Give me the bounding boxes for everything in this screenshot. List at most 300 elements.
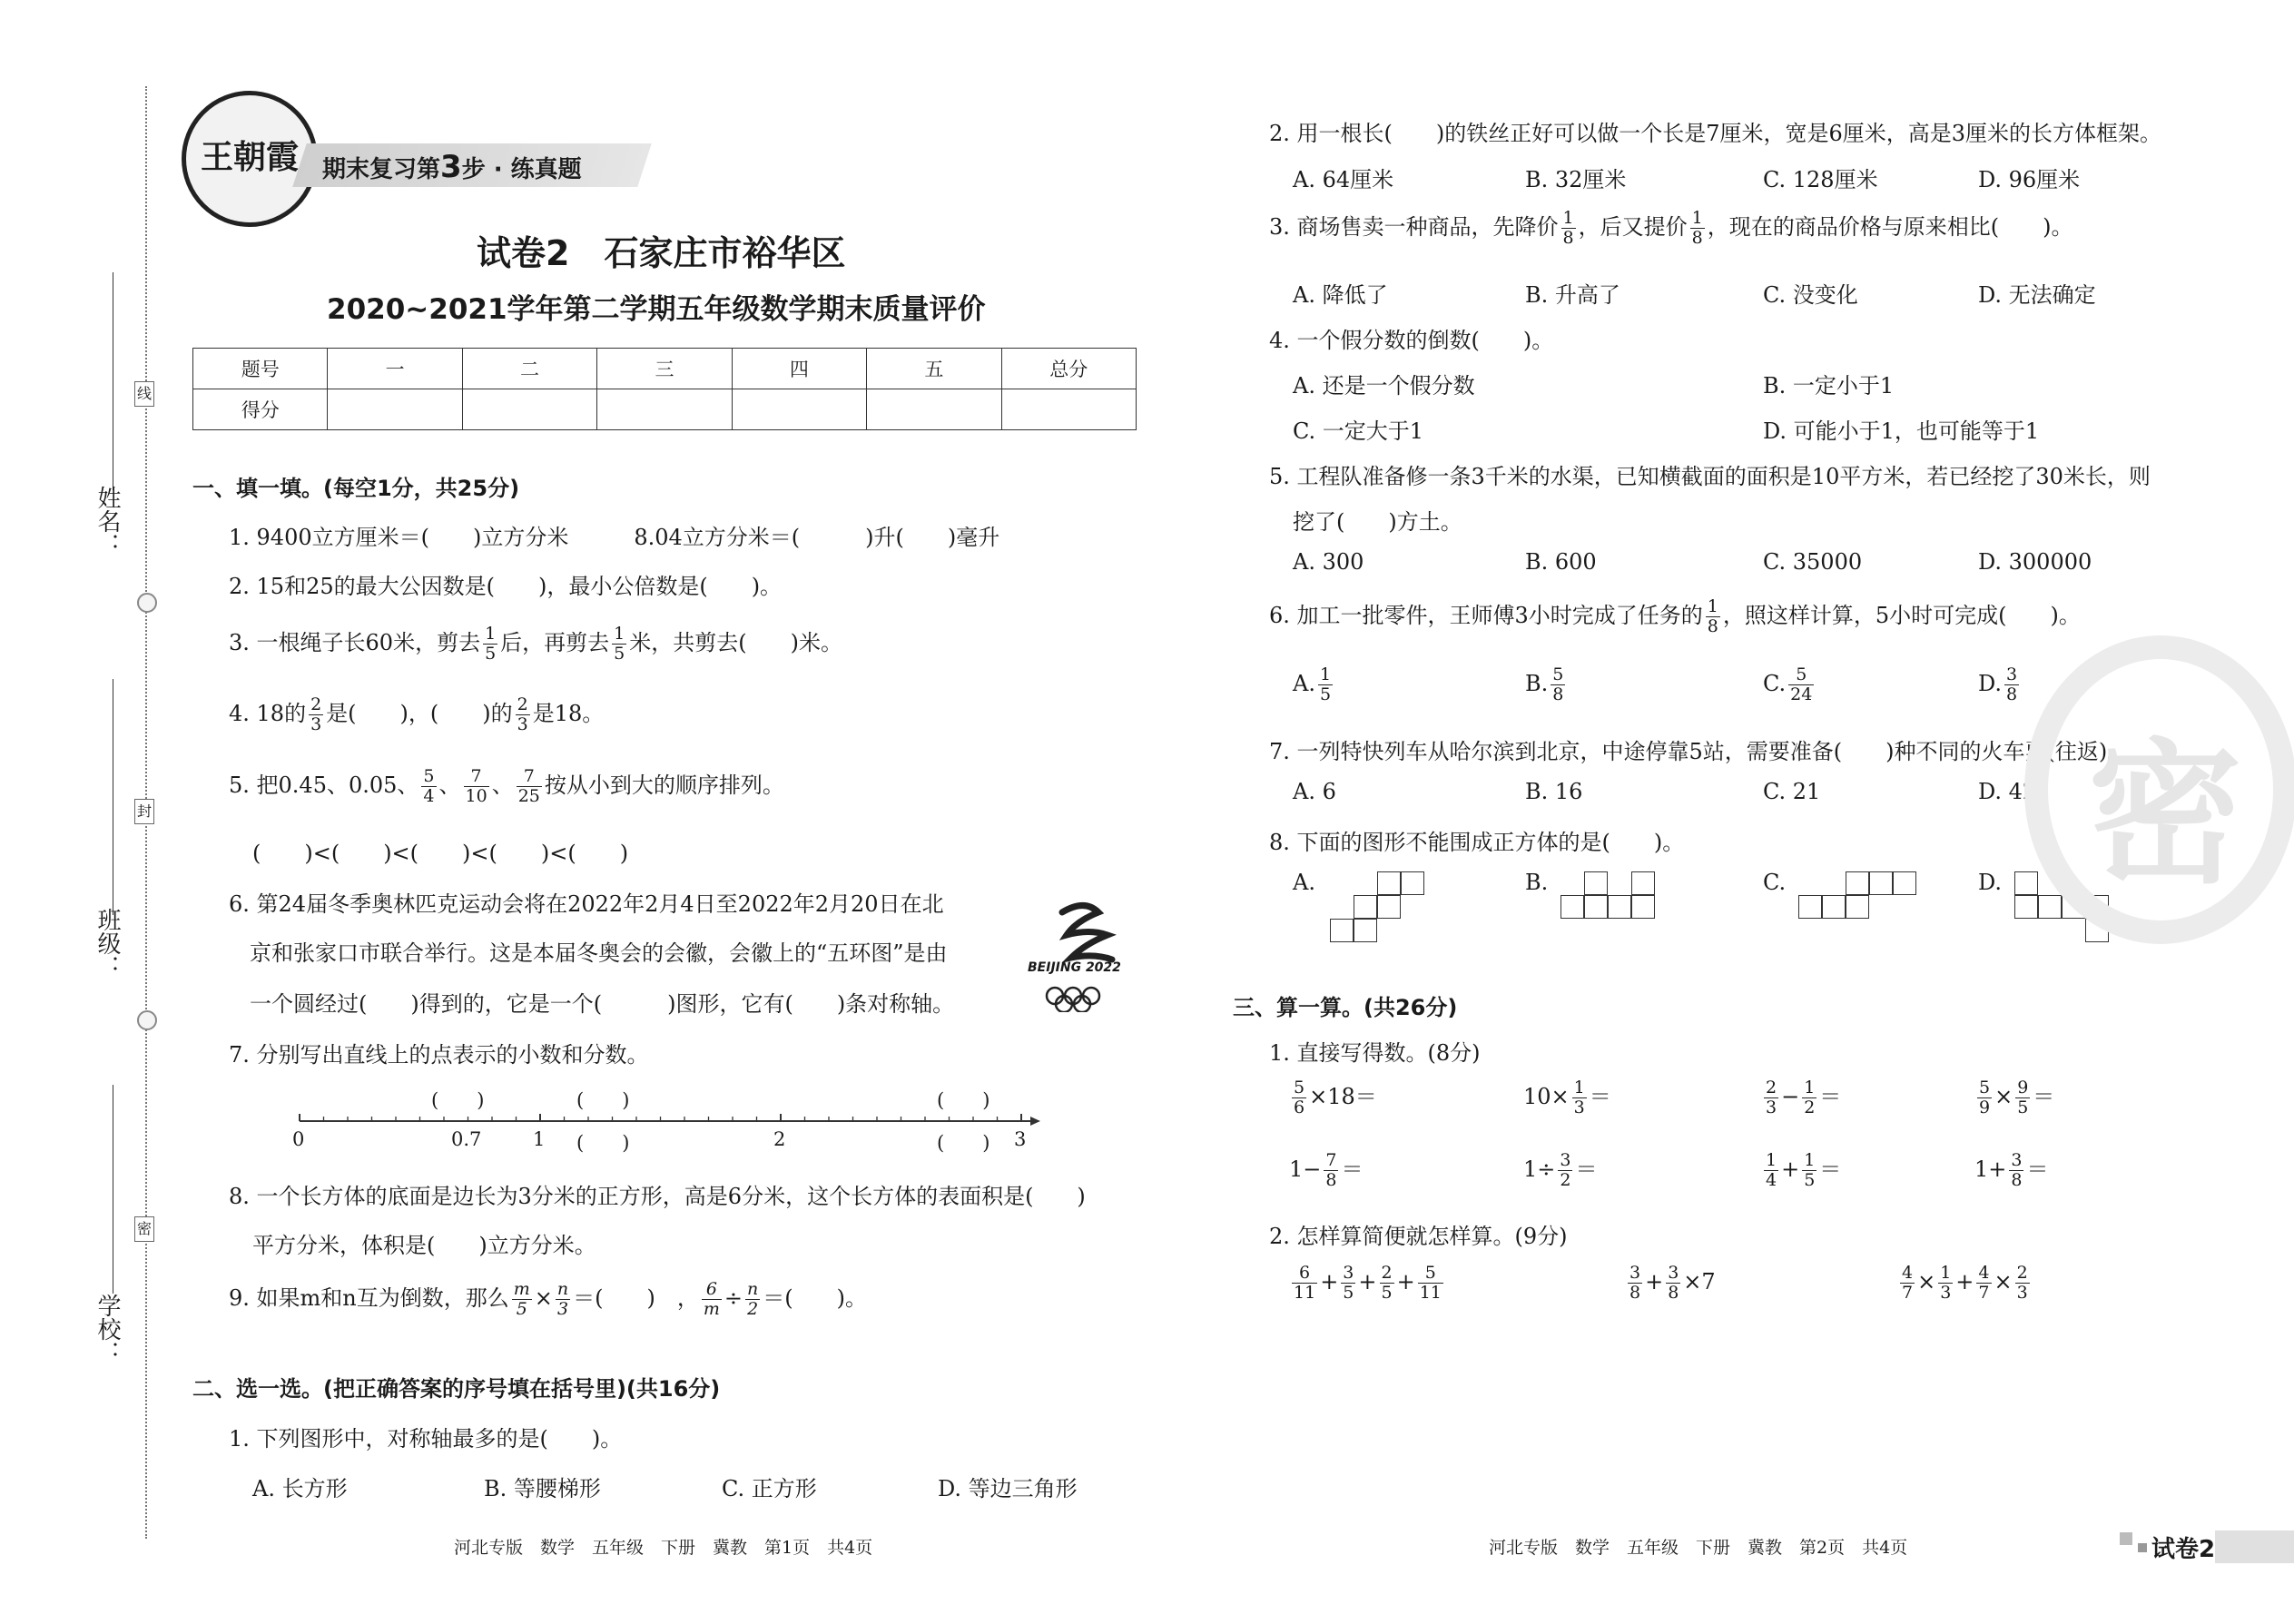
op: × — [1551, 1084, 1570, 1109]
q-text: 、 — [491, 773, 514, 798]
fraction — [1551, 665, 1565, 704]
fraction — [1292, 1264, 1317, 1303]
denominator: 8 — [1552, 684, 1564, 704]
calc-3 — [1761, 1078, 1841, 1117]
table-cell: 总分 — [1001, 349, 1136, 389]
q-text: 4. 18的 — [229, 701, 307, 726]
op: ＝ — [1341, 1156, 1364, 1182]
op: ÷ — [1537, 1156, 1556, 1182]
net-square — [1561, 895, 1584, 919]
op: × — [1994, 1084, 2013, 1109]
s2-q4-opt-c[interactable]: C. 一定大于1 — [1293, 418, 1424, 444]
int: 1 — [1523, 1156, 1538, 1182]
denominator: 7 — [1902, 1283, 1914, 1303]
net-square — [1377, 895, 1401, 919]
table-cell: 一 — [328, 349, 462, 389]
s2-q7-opt-c[interactable]: C. 21 — [1763, 779, 1821, 804]
op: ＝ — [1589, 1084, 1611, 1109]
net-square — [1893, 871, 1916, 895]
denominator: 4 — [423, 786, 435, 806]
score-cell[interactable] — [328, 389, 462, 430]
score-cell[interactable] — [462, 389, 596, 430]
int: 18 — [1327, 1084, 1355, 1109]
numerator: 1 — [1562, 208, 1574, 228]
calc-4 — [1974, 1078, 2054, 1117]
net-square — [1798, 895, 1822, 919]
op: × — [1994, 1269, 2013, 1294]
footer-left: 河北专版 数学 五年级 下册 冀教 第1页 共4页 — [454, 1538, 873, 1558]
q-text: ，后又提价 — [1578, 214, 1688, 240]
denominator: 5 — [2017, 1097, 2029, 1117]
fraction — [1802, 1078, 1816, 1117]
int: 1 — [1289, 1156, 1304, 1182]
q-text: ÷ — [724, 1285, 743, 1311]
op: − — [1781, 1084, 1800, 1109]
opt-letter: D. — [1978, 671, 2003, 696]
denominator: 8 — [1668, 1283, 1679, 1303]
denominator: 8 — [1629, 1283, 1641, 1303]
s2-q6-opt-b[interactable] — [1525, 665, 1568, 704]
opt-letter: A. — [1293, 671, 1315, 696]
op: ＝ — [1354, 1084, 1377, 1109]
net-square — [1846, 871, 1869, 895]
q-text: 3. 一根绳子长60米，剪去 — [229, 630, 481, 655]
op: + — [1781, 1156, 1800, 1182]
s2-q6 — [1269, 597, 2081, 636]
s2-q1-opt-d[interactable]: D. 等边三角形 — [938, 1476, 1078, 1501]
s2-q8-opt-d[interactable]: D. — [1978, 870, 2003, 895]
fraction — [1976, 1264, 1991, 1303]
denominator: 3 — [1573, 1097, 1585, 1117]
numerator: 7 — [517, 767, 542, 787]
s2-q6-opt-d[interactable] — [1978, 665, 2022, 704]
op: − — [1303, 1156, 1322, 1182]
score-table-header-row — [193, 349, 1137, 389]
denominator: 24 — [1790, 684, 1813, 704]
s2-q3-opt-a[interactable]: A. 降低了 — [1293, 282, 1388, 308]
s2-q7-opt-d[interactable]: D. 42 — [1978, 779, 2037, 804]
fraction — [1380, 1264, 1394, 1303]
s2-q2-opt-c[interactable]: C. 128厘米 — [1763, 167, 1878, 192]
denominator: 7 — [1978, 1283, 1990, 1303]
denominator: 3 — [517, 714, 528, 734]
number-line-arrow — [1030, 1117, 1040, 1126]
denominator: 10 — [465, 786, 487, 806]
op: + — [1988, 1156, 2007, 1182]
numerator: 1 — [1691, 208, 1703, 228]
numerator: 3 — [1668, 1263, 1679, 1283]
s2-q5-opt-c[interactable]: C. 35000 — [1763, 549, 1863, 575]
s2-q1: 1. 下列图形中，对称轴最多的是( )。 — [229, 1426, 623, 1452]
net-square — [1846, 895, 1869, 919]
s2-q6-opt-a[interactable] — [1293, 665, 1335, 704]
s2-q3-opt-d[interactable]: D. 无法确定 — [1978, 282, 2096, 308]
fraction — [517, 767, 542, 806]
op: × — [1917, 1269, 1936, 1294]
op: + — [1645, 1269, 1664, 1294]
net-square — [2014, 895, 2038, 919]
fraction — [1572, 1078, 1587, 1117]
tick-label-2: 2 — [773, 1128, 786, 1150]
emblem-text: BEIJING 2022 — [1028, 960, 1121, 975]
fraction — [1628, 1264, 1642, 1303]
q-text: 3. 商场售卖一种商品，先降价 — [1269, 214, 1559, 240]
fraction — [702, 1280, 722, 1319]
denominator: 9 — [1979, 1097, 1991, 1117]
s2-q5-opt-d[interactable]: D. 300000 — [1978, 549, 2092, 575]
exam-title: 试卷2 石家庄市裕华区 — [477, 233, 846, 273]
s2-q7-opt-a[interactable]: A. 6 — [1293, 779, 1336, 804]
denominator: 5 — [614, 644, 625, 664]
numerator: 9 — [2017, 1078, 2029, 1097]
score-cell[interactable] — [732, 389, 866, 430]
op: ＝ — [2026, 1156, 2049, 1182]
numerator: 1 — [1940, 1263, 1952, 1283]
s3-q2: 2. 怎样算简便就怎样算。(9分) — [1269, 1224, 1568, 1249]
fraction — [464, 767, 489, 806]
op: + — [1955, 1269, 1974, 1294]
numerator: 4 — [1978, 1263, 1990, 1283]
s2-q7-opt-b[interactable]: B. 16 — [1525, 779, 1583, 804]
score-cell[interactable] — [597, 389, 732, 430]
numerator: 1 — [1766, 1150, 1777, 1170]
binder-ring — [137, 1010, 157, 1030]
s1-q6-line3: 一个圆经过( )得到的，它是一个( )图形，它有( )条对称轴。 — [250, 991, 955, 1017]
s2-q3-opt-c[interactable]: C. 没变化 — [1763, 282, 1858, 308]
numerator: 2 — [1766, 1078, 1777, 1097]
s2-q2: 2. 用一根长( )的铁丝正好可以做一个长是7厘米，宽是6厘米，高是3厘米的长方体框架。 — [1269, 121, 2162, 146]
denominator: 2 — [1804, 1097, 1816, 1117]
footer-right: 河北专版 数学 五年级 下册 冀教 第2页 共4页 — [1489, 1538, 1908, 1558]
numerator: 2 — [2016, 1263, 2028, 1283]
denominator: 3 — [556, 1299, 569, 1319]
calc-7 — [1761, 1151, 1841, 1190]
numerator: 3 — [1560, 1150, 1571, 1170]
footer-deco — [2120, 1532, 2132, 1545]
q-text: 9. 如果m和n互为倒数，那么 — [229, 1285, 509, 1311]
denominator: 5 — [1804, 1170, 1816, 1190]
fraction — [1418, 1264, 1443, 1303]
fraction — [2009, 1151, 2023, 1190]
table-cell: 三 — [597, 349, 732, 389]
banner-prefix: 期末复习第 — [322, 156, 441, 183]
logo-text: 王朝霞 — [200, 138, 299, 176]
net-square — [1354, 895, 1377, 919]
s2-q4-opt-d[interactable]: D. 可能小于1，也可能等于1 — [1763, 418, 2040, 444]
net-square — [1401, 871, 1424, 895]
net-square — [1584, 871, 1608, 895]
number-line — [290, 1080, 1044, 1153]
fraction — [309, 695, 323, 734]
s1-q9 — [229, 1280, 867, 1319]
s2-q3 — [1269, 209, 2072, 248]
fraction — [612, 625, 626, 664]
denominator: 8 — [1562, 228, 1574, 248]
int: 1 — [1974, 1156, 1989, 1182]
fraction — [1318, 665, 1333, 704]
banner-step: 3 — [440, 149, 462, 185]
denominator: 11 — [1294, 1283, 1316, 1303]
s3-q1: 1. 直接写得数。(8分) — [1269, 1040, 1481, 1066]
s1-q8-line1: 8. 一个长方体的底面是边长为3分米的正方形，高是6分米，这个长方体的表面积是( ) — [229, 1184, 1086, 1209]
calc-5 — [1289, 1151, 1363, 1190]
class-label: 班级： — [94, 908, 121, 979]
q-text: 按从小到大的顺序排列。 — [544, 773, 784, 798]
denominator: 3 — [2016, 1283, 2028, 1303]
seal-mark-feng: 封 — [134, 799, 154, 824]
q-text: ，照这样计算，5小时可完成( )。 — [1722, 603, 2081, 628]
s2-q2-opt-d[interactable]: D. 96厘米 — [1978, 167, 2081, 192]
denominator: 8 — [1707, 616, 1718, 636]
footer-deco — [2138, 1543, 2147, 1552]
denominator: 5 — [1381, 1283, 1393, 1303]
s1-q1: 1. 9400立方厘米＝( )立方分米 8.04立方分米＝( )升( )毫升 — [229, 525, 1000, 550]
section2-title: 二、选一选。(把正确答案的序号填在括号里)(共16分) — [192, 1376, 721, 1402]
denominator: 8 — [2006, 684, 2018, 704]
denominator: m — [703, 1299, 720, 1319]
denominator: 4 — [1766, 1170, 1777, 1190]
numerator: 1 — [614, 624, 625, 644]
net-square — [1608, 895, 1631, 919]
calc-11 — [1897, 1264, 2033, 1303]
numerator: m — [513, 1279, 530, 1299]
fraction — [1690, 209, 1705, 248]
op: + — [1320, 1269, 1339, 1294]
q-text: ＝( ) ， — [573, 1285, 699, 1311]
s2-q8-opt-b[interactable]: B. — [1525, 870, 1549, 895]
op: × — [1683, 1269, 1702, 1294]
score-table-score-row — [193, 389, 1137, 430]
q-text: 、 — [438, 773, 461, 798]
score-cell[interactable] — [1001, 389, 1136, 430]
table-cell: 四 — [732, 349, 866, 389]
fraction — [1558, 1151, 1572, 1190]
fraction — [1764, 1078, 1778, 1117]
tick-label-0-7: 0.7 — [451, 1128, 482, 1150]
name-label: 姓名： — [94, 486, 121, 556]
nl-blank: ( ) — [937, 1089, 990, 1111]
q-text: ＝( )。 — [763, 1285, 867, 1311]
fraction — [1292, 1078, 1306, 1117]
fraction — [516, 695, 530, 734]
numerator: 7 — [1325, 1150, 1337, 1170]
s2-q8-opt-a[interactable]: A. — [1293, 870, 1315, 895]
fraction — [1764, 1151, 1778, 1190]
net-square — [1822, 895, 1846, 919]
s2-q2-opt-a[interactable]: A. 64厘米 — [1293, 167, 1394, 192]
numerator: 5 — [1418, 1264, 1443, 1284]
numerator: 2 — [1381, 1263, 1393, 1283]
s2-q8: 8. 下面的图形不能围成正方体的是( )。 — [1269, 830, 1685, 855]
numerator: 3 — [1629, 1263, 1641, 1283]
op: ＝ — [1819, 1156, 1842, 1182]
fraction — [1788, 665, 1814, 704]
brand-logo — [182, 91, 318, 227]
nl-blank: ( ) — [576, 1132, 630, 1154]
table-cell: 题号 — [193, 349, 328, 389]
denominator: 5 — [1319, 684, 1332, 704]
table-cell: 五 — [867, 349, 1001, 389]
fraction — [421, 767, 436, 806]
numerator: 3 — [1343, 1263, 1354, 1283]
s2-q1-opt-b[interactable]: B. 等腰梯形 — [484, 1476, 601, 1501]
net-square — [1869, 871, 1893, 895]
footer-badge-bg — [2215, 1530, 2294, 1563]
q-text: 是18。 — [532, 701, 605, 726]
score-table — [192, 348, 1137, 430]
nl-blank: ( ) — [937, 1132, 990, 1154]
watermark-text: 密 — [2088, 725, 2243, 905]
fraction — [745, 1280, 760, 1319]
op: ＝ — [1575, 1156, 1598, 1182]
numerator: 1 — [1573, 1078, 1585, 1097]
numerator: 7 — [464, 767, 489, 787]
op: + — [1358, 1269, 1377, 1294]
denominator: 2 — [747, 1299, 759, 1319]
q-text: 6. 加工一批零件，王师傅3小时完成了任务的 — [1269, 603, 1703, 628]
opt-letter: C. — [1763, 671, 1787, 696]
q-text: 5. 把0.45、0.05、 — [229, 773, 419, 798]
beijing-2022-emblem-icon — [1035, 894, 1139, 1012]
s1-q2: 2. 15和25的最大公因数是( )，最小公倍数是( )。 — [229, 574, 783, 599]
tick-label-0: 0 — [292, 1128, 305, 1150]
s1-q3 — [229, 625, 842, 664]
exam-subtitle: 2020~2021学年第二学期五年级数学期末质量评价 — [327, 293, 986, 326]
calc-10 — [1625, 1264, 1716, 1303]
numerator: 3 — [2006, 664, 2018, 684]
net-square — [1631, 895, 1655, 919]
numerator: n — [747, 1279, 759, 1299]
calc-1 — [1289, 1078, 1377, 1117]
denominator: 3 — [1940, 1283, 1952, 1303]
calc-2 — [1523, 1078, 1611, 1117]
denominator: 25 — [517, 786, 540, 806]
numerator: 1 — [485, 624, 497, 644]
fraction — [1802, 1151, 1816, 1190]
numerator: 6 — [1292, 1264, 1317, 1284]
numerator: 2 — [310, 694, 322, 714]
s2-q5-line2: 挖了( )方土。 — [1293, 509, 1462, 535]
numerator: 1 — [1804, 1078, 1816, 1097]
seal-mark-mi: 密 — [134, 1216, 154, 1242]
fraction — [2015, 1078, 2030, 1117]
fraction — [2015, 1264, 2030, 1303]
nl-blank: ( ) — [576, 1089, 630, 1111]
numerator: 1 — [1707, 596, 1718, 616]
q-text: 米，共剪去( )米。 — [629, 630, 842, 655]
numerator: 5 — [423, 766, 435, 786]
footer-badge: 试卷2 — [2151, 1536, 2216, 1563]
fraction — [1900, 1264, 1915, 1303]
fraction — [483, 625, 497, 664]
numerator: 1 — [1319, 664, 1332, 684]
net-square — [1377, 871, 1401, 895]
opt-letter: B. — [1525, 671, 1549, 696]
denominator: 2 — [1560, 1170, 1571, 1190]
fraction — [1977, 1078, 1992, 1117]
fraction — [1938, 1264, 1953, 1303]
fraction — [1706, 597, 1720, 636]
s2-q4-opt-b[interactable]: B. 一定小于1 — [1763, 373, 1895, 399]
s1-q6-line2: 京和张家口市联合举行。这是本届冬奥会的会徽，会徽上的“五环图”是由 — [250, 940, 948, 966]
numerator: 2 — [517, 694, 528, 714]
q-text: 后，再剪去 — [500, 630, 610, 655]
int: 10 — [1523, 1084, 1551, 1109]
s2-q5-line1: 5. 工程队准备修一条3千米的水渠，已知横截面的面积是10平方米，若已经挖了30米长，则 — [1269, 464, 2151, 489]
net-square — [1631, 871, 1655, 895]
numerator: n — [556, 1279, 569, 1299]
s2-q8-opt-c[interactable]: C. — [1763, 870, 1787, 895]
s2-q1-opt-a[interactable]: A. 长方形 — [252, 1476, 348, 1501]
net-square — [2014, 871, 2038, 895]
s2-q1-opt-c[interactable]: C. 正方形 — [722, 1476, 817, 1501]
op: ＝ — [1819, 1084, 1842, 1109]
score-cell[interactable] — [867, 389, 1001, 430]
fraction — [556, 1280, 570, 1319]
s1-q5-blanks: ( )<( )<( )<( )<( ) — [252, 841, 629, 866]
net-square — [1354, 919, 1377, 942]
denominator: 5 — [1343, 1283, 1354, 1303]
numerator: 5 — [1294, 1078, 1305, 1097]
fraction — [512, 1280, 532, 1319]
denominator: 8 — [2011, 1170, 2023, 1190]
calc-8 — [1974, 1151, 2048, 1190]
section3-title: 三、算一算。(共26分) — [1233, 995, 1458, 1020]
numerator: 3 — [2011, 1150, 2023, 1170]
banner-text — [322, 149, 582, 185]
net-square — [2038, 895, 2062, 919]
op: + — [1396, 1269, 1415, 1294]
op: ＝ — [2033, 1084, 2055, 1109]
number-line-ticks — [300, 1114, 1021, 1121]
binder-ring — [137, 593, 157, 613]
op: × — [1309, 1084, 1328, 1109]
s1-q4 — [229, 695, 604, 734]
denominator: 6 — [1294, 1097, 1305, 1117]
fraction — [1561, 209, 1576, 248]
nl-blank: ( ) — [431, 1089, 485, 1111]
banner-suffix: 步 · 练真题 — [461, 156, 582, 183]
numerator: 5 — [1979, 1078, 1991, 1097]
numerator: 5 — [1552, 664, 1564, 684]
q-text: × — [534, 1285, 553, 1311]
denominator: 3 — [1766, 1097, 1777, 1117]
calc-6 — [1523, 1151, 1597, 1190]
table-cell: 二 — [462, 349, 596, 389]
school-label: 学校： — [94, 1294, 121, 1364]
fraction — [1324, 1151, 1338, 1190]
q-text: ，现在的商品价格与原来相比( )。 — [1707, 214, 2073, 240]
calc-9 — [1289, 1264, 1446, 1303]
s2-q3-opt-b[interactable]: B. 升高了 — [1525, 282, 1620, 308]
denominator: 5 — [516, 1299, 527, 1319]
denominator: 8 — [1691, 228, 1703, 248]
denominator: 8 — [1325, 1170, 1337, 1190]
denominator: 11 — [1419, 1283, 1442, 1303]
int: 7 — [1701, 1269, 1716, 1294]
seal-mark-xian: 线 — [134, 381, 154, 407]
s2-q4: 4. 一个假分数的倒数( )。 — [1269, 328, 1554, 353]
s1-q7: 7. 分别写出直线上的点表示的小数和分数。 — [229, 1042, 649, 1068]
s2-q5-opt-b[interactable]: B. 600 — [1525, 549, 1597, 575]
s2-q6-opt-c[interactable] — [1763, 665, 1816, 704]
tick-label-3: 3 — [1014, 1128, 1027, 1150]
fraction — [1341, 1264, 1355, 1303]
numerator: 4 — [1902, 1263, 1914, 1283]
s2-q5-opt-a[interactable]: A. 300 — [1293, 549, 1364, 575]
s2-q4-opt-a[interactable]: A. 还是一个假分数 — [1293, 373, 1475, 399]
s2-q2-opt-b[interactable]: B. 32厘米 — [1525, 167, 1627, 192]
